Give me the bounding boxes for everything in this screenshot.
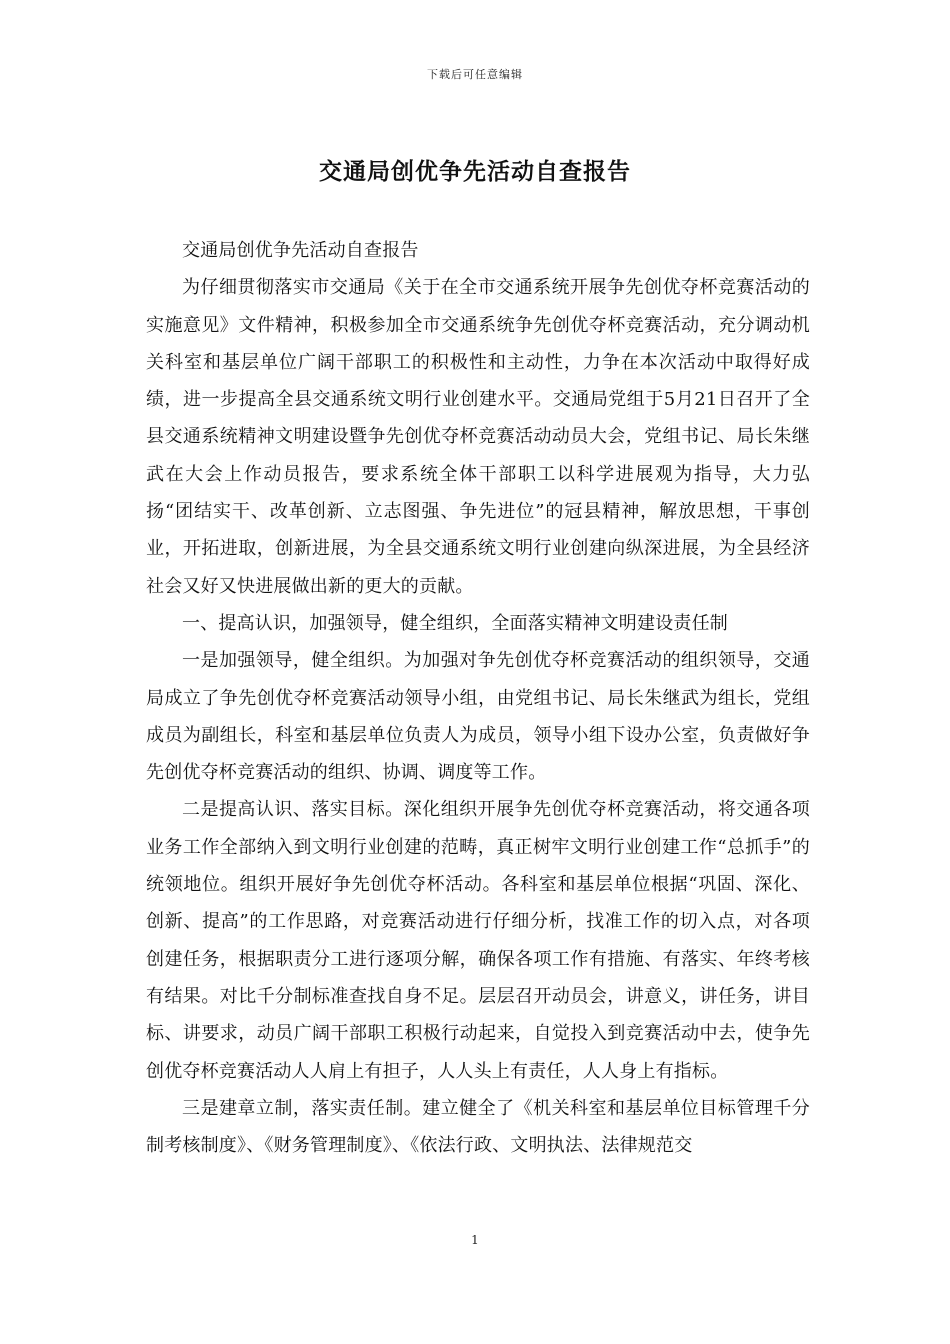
document-title: 交通局创优争先活动自查报告 bbox=[319, 159, 631, 185]
paragraph-intro: 为仔细贯彻落实市交通局《关于在全市交通系统开展争先创优夺杯竞赛活动的实施意见》文件精神，积极参加全市交通系统争先创优夺杯竞赛活动，充分调动机关科室和基层单位广阔干部职工的积极性和主动性，力争在本次活动中取得好成绩，进一步提高全县交通系统文明行业创建水平。交通局党组于5月21日召开了全县交通系统精神文明建设暨争先创优夺杯竞赛活动动员大会，党组书记、局长朱继武在大会上作动员报告，要求系统全体干部职工以科学进展观为指导，大力弘扬“团结实干、改革创新、立志图强、争先进位”的冠县精神，解放思想，干事创业，开拓进取，创新进展，为全县交通系统文明行业创建向纵深进展，为全县经济社会又好又快进展做出新的更大的贡献。 bbox=[146, 277, 810, 597]
header-note: 下载后可任意编辑 bbox=[427, 68, 523, 81]
paragraph-point-2: 二是提高认识、落实目标。深化组织开展争先创优夺杯竞赛活动，将交通各项业务工作全部纳入到文明行业创建的范畴，真正树牢文明行业创建工作“总抓手”的统领地位。组织开展好争先创优夺杯活动。各科室和基层单位根据“巩固、深化、创新、提高”的工作思路，对竞赛活动进行仔细分析，找准工作的切入点，对各项创建任务，根据职责分工进行逐项分解，确保各项工作有措施、有落实、年终考核有结果。对比千分制标准查找自身不足。层层召开动员会，讲意义，讲任务，讲目标、讲要求，动员广阔干部职工积极行动起来，自觉投入到竞赛活动中去，使争先创优夺杯竞赛活动人人肩上有担子，人人头上有责任，人人身上有指标。 bbox=[146, 799, 810, 1082]
document-body bbox=[146, 232, 810, 1164]
paragraph-subtitle: 交通局创优争先活动自查报告 bbox=[182, 240, 419, 261]
page-number: 1 bbox=[471, 1233, 479, 1247]
section-heading-1: 一、提高认识，加强领导，健全组织，全面落实精神文明建设责任制 bbox=[182, 612, 728, 634]
paragraph-point-3: 三是建章立制，落实责任制。建立健全了《机关科室和基层单位目标管理千分制考核制度》、《财务管理制度》、《依法行政、文明执法、法律规范交 bbox=[146, 1097, 810, 1157]
paragraph-point-1: 一是加强领导，健全组织。为加强对争先创优夺杯竞赛活动的组织领导，交通局成立了争先创优夺杯竞赛活动领导小组，由党组书记、局长朱继武为组长，党组成员为副组长，科室和基层单位负责人为成员，领导小组下设办公室，负责做好争先创优夺杯竞赛活动的组织、协调、调度等工作。 bbox=[146, 650, 810, 784]
